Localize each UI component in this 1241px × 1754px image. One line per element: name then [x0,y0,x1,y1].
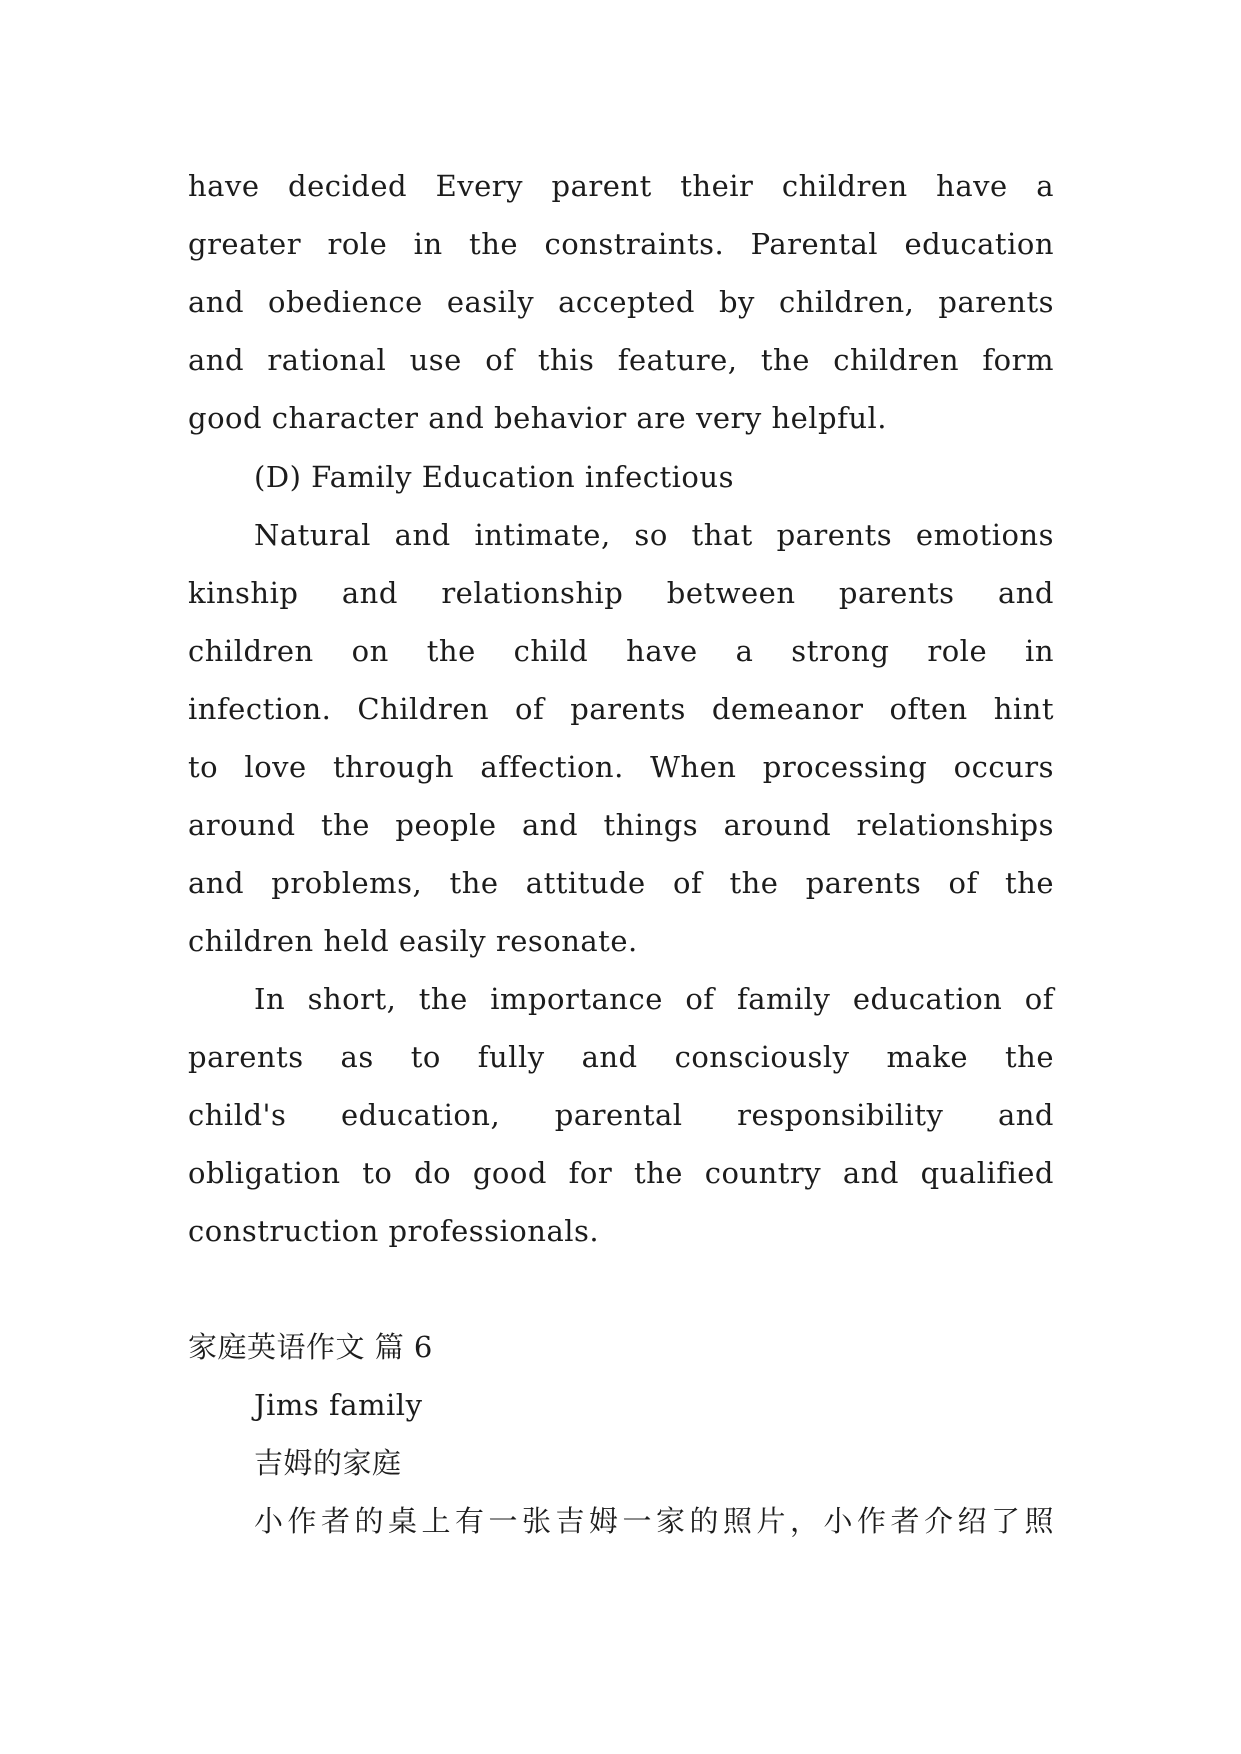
text-line: Natural and intimate, so that parents emotions [254,518,1054,552]
essay-title: 家庭英语作文 篇 6 [188,1330,433,1364]
text-line: greater role in the constraints. Parental education [188,227,1054,261]
essay-subtitle-chinese: 吉姆的家庭 [254,1446,402,1480]
text-line: In short, the importance of family education of [254,982,1054,1016]
essay-subtitle-english: Jims family [254,1388,423,1422]
text-line: have decided Every parent their children have a [188,169,1054,203]
text-line: obligation to do good for the country and qualified [188,1156,1054,1190]
text-line: kinship and relationship between parents and [188,576,1054,610]
text-line: 小作者的桌上有一张吉姆一家的照片，小作者介绍了照 [254,1504,1054,1538]
text-line: and problems, the attitude of the parents of the [188,866,1054,900]
section-heading: (D) Family Education infectious [254,460,734,494]
text-line: children on the child have a strong role in [188,634,1054,668]
text-line: parents as to fully and consciously make the [188,1040,1054,1074]
text-line: good character and behavior are very helpful. [188,401,888,435]
text-line: around the people and things around relationships [188,808,1054,842]
text-line: and rational use of this feature, the children form [188,343,1054,377]
text-line: to love through affection. When processing occurs [188,750,1054,784]
text-line: children held easily resonate. [188,924,638,958]
text-line: child's education, parental responsibility and [188,1098,1054,1132]
text-line: construction professionals. [188,1214,600,1248]
text-line: infection. Children of parents demeanor often hint [188,692,1054,726]
text-line: and obedience easily accepted by children, parents [188,285,1054,319]
